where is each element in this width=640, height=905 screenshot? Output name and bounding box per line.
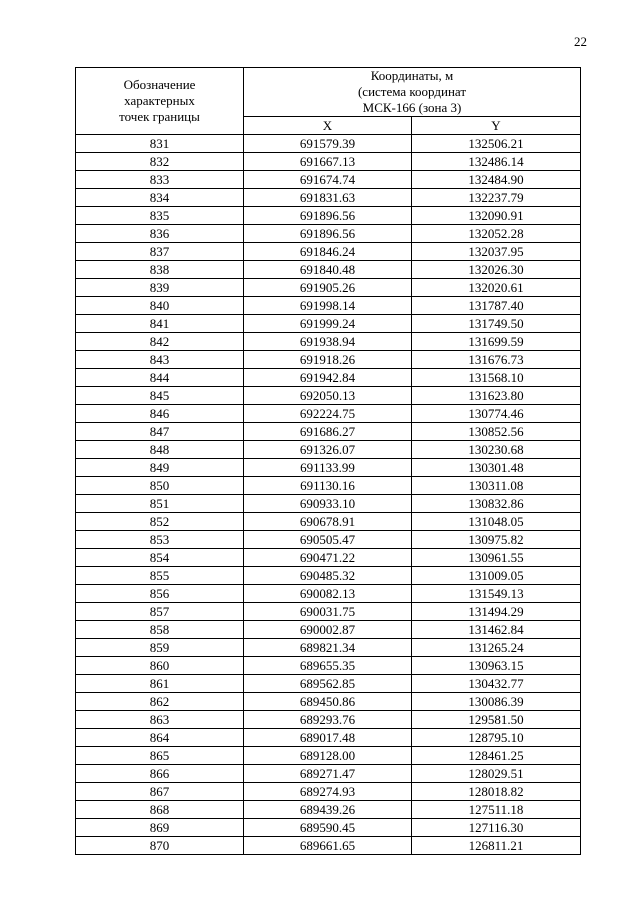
point-cell: 847	[76, 423, 244, 441]
point-cell: 835	[76, 207, 244, 225]
point-cell: 832	[76, 153, 244, 171]
y-coordinate-cell: 131265.24	[412, 639, 581, 657]
x-coordinate-cell: 691130.16	[244, 477, 412, 495]
y-coordinate-cell: 132486.14	[412, 153, 581, 171]
point-header-line-2: характерных	[124, 93, 195, 108]
point-cell: 842	[76, 333, 244, 351]
y-coordinate-cell: 131462.84	[412, 621, 581, 639]
table-row	[76, 405, 581, 423]
x-coordinate-cell: 690933.10	[244, 495, 412, 513]
x-coordinate-cell: 691896.56	[244, 207, 412, 225]
table-row	[76, 747, 581, 765]
point-cell: 836	[76, 225, 244, 243]
table-row	[76, 369, 581, 387]
table-row	[76, 675, 581, 693]
table-row	[76, 243, 581, 261]
point-cell: 862	[76, 693, 244, 711]
x-coordinate-cell: 690031.75	[244, 603, 412, 621]
y-coordinate-cell: 131787.40	[412, 297, 581, 315]
x-coordinate-cell: 689293.76	[244, 711, 412, 729]
boundary-coordinates-table	[75, 67, 581, 855]
y-coordinate-cell: 130311.08	[412, 477, 581, 495]
point-cell: 865	[76, 747, 244, 765]
table-row	[76, 837, 581, 855]
point-cell: 861	[76, 675, 244, 693]
point-designation-header	[76, 68, 244, 135]
point-cell: 860	[76, 657, 244, 675]
table-row	[76, 657, 581, 675]
point-cell: 848	[76, 441, 244, 459]
y-coordinate-cell: 126811.21	[412, 837, 581, 855]
point-cell: 838	[76, 261, 244, 279]
coord-header-line-1: Координаты, м	[370, 68, 454, 83]
table-row	[76, 801, 581, 819]
table-row	[76, 549, 581, 567]
x-coordinate-cell: 689661.65	[244, 837, 412, 855]
point-cell: 833	[76, 171, 244, 189]
x-coordinate-cell: 691133.99	[244, 459, 412, 477]
y-coordinate-cell: 130432.77	[412, 675, 581, 693]
page-number: 22	[574, 34, 587, 49]
x-coordinate-cell: 691896.56	[244, 225, 412, 243]
coordinates-header	[244, 68, 581, 117]
y-coordinate-cell: 132484.90	[412, 171, 581, 189]
table-row	[76, 153, 581, 171]
table-row	[76, 261, 581, 279]
point-cell: 855	[76, 567, 244, 585]
point-cell: 867	[76, 783, 244, 801]
table-row	[76, 207, 581, 225]
point-cell: 839	[76, 279, 244, 297]
x-coordinate-cell: 690678.91	[244, 513, 412, 531]
table-row	[76, 621, 581, 639]
table-row	[76, 531, 581, 549]
table-row	[76, 765, 581, 783]
y-coordinate-cell: 131009.05	[412, 567, 581, 585]
table-row	[76, 477, 581, 495]
x-coordinate-cell: 691674.74	[244, 171, 412, 189]
y-coordinate-cell: 127511.18	[412, 801, 581, 819]
table-header	[76, 68, 581, 135]
x-coordinate-cell: 690002.87	[244, 621, 412, 639]
point-header-line-1: Обозначение	[123, 77, 196, 92]
y-coordinate-cell: 130086.39	[412, 693, 581, 711]
y-coordinate-cell: 130961.55	[412, 549, 581, 567]
y-coordinate-cell: 131623.80	[412, 387, 581, 405]
point-cell: 834	[76, 189, 244, 207]
table-row	[76, 711, 581, 729]
x-coordinate-cell: 689450.86	[244, 693, 412, 711]
point-cell: 849	[76, 459, 244, 477]
table-row	[76, 387, 581, 405]
point-cell: 845	[76, 387, 244, 405]
y-coordinate-cell: 131568.10	[412, 369, 581, 387]
x-coordinate-cell: 690485.32	[244, 567, 412, 585]
table-row	[76, 225, 581, 243]
y-coordinate-cell: 128029.51	[412, 765, 581, 783]
y-coordinate-cell: 128018.82	[412, 783, 581, 801]
x-coordinate-cell: 691846.24	[244, 243, 412, 261]
table-row	[76, 729, 581, 747]
point-cell: 840	[76, 297, 244, 315]
point-header-line-3: точек границы	[119, 109, 200, 124]
x-coordinate-cell: 690505.47	[244, 531, 412, 549]
y-coordinate-cell: 132506.21	[412, 135, 581, 153]
y-coordinate-cell: 132090.91	[412, 207, 581, 225]
point-cell: 846	[76, 405, 244, 423]
point-cell: 853	[76, 531, 244, 549]
x-coordinate-cell: 689821.34	[244, 639, 412, 657]
point-cell: 837	[76, 243, 244, 261]
point-cell: 854	[76, 549, 244, 567]
table-row	[76, 333, 581, 351]
point-cell: 841	[76, 315, 244, 333]
y-coordinate-cell: 130774.46	[412, 405, 581, 423]
table-row	[76, 639, 581, 657]
point-cell: 831	[76, 135, 244, 153]
x-coordinate-cell: 691918.26	[244, 351, 412, 369]
y-coordinate-cell: 130230.68	[412, 441, 581, 459]
x-coordinate-cell: 691667.13	[244, 153, 412, 171]
y-coordinate-cell: 130301.48	[412, 459, 581, 477]
point-cell: 858	[76, 621, 244, 639]
y-coordinate-cell: 128461.25	[412, 747, 581, 765]
y-coordinate-cell: 131549.13	[412, 585, 581, 603]
x-coordinate-cell: 692050.13	[244, 387, 412, 405]
y-coordinate-cell: 130852.56	[412, 423, 581, 441]
point-cell: 843	[76, 351, 244, 369]
point-cell: 850	[76, 477, 244, 495]
x-coordinate-cell: 691831.63	[244, 189, 412, 207]
point-cell: 863	[76, 711, 244, 729]
table-row	[76, 459, 581, 477]
y-coordinate-cell: 128795.10	[412, 729, 581, 747]
table-row	[76, 783, 581, 801]
table-row	[76, 441, 581, 459]
y-coordinate-cell: 127116.30	[412, 819, 581, 837]
point-cell: 856	[76, 585, 244, 603]
y-coordinate-cell: 131048.05	[412, 513, 581, 531]
table-row	[76, 351, 581, 369]
y-coordinate-cell: 132052.28	[412, 225, 581, 243]
point-cell: 864	[76, 729, 244, 747]
x-coordinate-cell: 689590.45	[244, 819, 412, 837]
x-coordinate-cell: 691905.26	[244, 279, 412, 297]
table-row	[76, 603, 581, 621]
table-row	[76, 135, 581, 153]
x-coordinate-cell: 689017.48	[244, 729, 412, 747]
table-row	[76, 693, 581, 711]
x-coordinate-cell: 689271.47	[244, 765, 412, 783]
y-coordinate-cell: 129581.50	[412, 711, 581, 729]
table-row	[76, 189, 581, 207]
point-cell: 868	[76, 801, 244, 819]
y-coordinate-cell: 132026.30	[412, 261, 581, 279]
table-row	[76, 279, 581, 297]
x-coordinate-cell: 692224.75	[244, 405, 412, 423]
y-coordinate-cell: 130975.82	[412, 531, 581, 549]
x-coordinate-cell: 691686.27	[244, 423, 412, 441]
coord-header-line-2: (система координат	[357, 84, 467, 99]
x-coordinate-cell: 689439.26	[244, 801, 412, 819]
y-coordinate-cell: 132037.95	[412, 243, 581, 261]
point-cell: 844	[76, 369, 244, 387]
table-row	[76, 297, 581, 315]
x-coordinate-cell: 691840.48	[244, 261, 412, 279]
table-row	[76, 171, 581, 189]
table-row	[76, 585, 581, 603]
point-cell: 852	[76, 513, 244, 531]
table-row	[76, 819, 581, 837]
table-body	[76, 135, 581, 855]
y-coordinate-cell: 131699.59	[412, 333, 581, 351]
table-row	[76, 423, 581, 441]
x-coordinate-cell: 691326.07	[244, 441, 412, 459]
y-coordinate-cell: 131494.29	[412, 603, 581, 621]
y-column-header: Y	[412, 117, 581, 135]
point-cell: 857	[76, 603, 244, 621]
table-row	[76, 495, 581, 513]
table-row	[76, 315, 581, 333]
table-row	[76, 513, 581, 531]
x-coordinate-cell: 691938.94	[244, 333, 412, 351]
y-coordinate-cell: 130832.86	[412, 495, 581, 513]
x-coordinate-cell: 691579.39	[244, 135, 412, 153]
y-coordinate-cell: 131749.50	[412, 315, 581, 333]
point-cell: 851	[76, 495, 244, 513]
x-coordinate-cell: 689562.85	[244, 675, 412, 693]
x-coordinate-cell: 691998.14	[244, 297, 412, 315]
x-coordinate-cell: 691942.84	[244, 369, 412, 387]
x-coordinate-cell: 689274.93	[244, 783, 412, 801]
x-coordinate-cell: 690082.13	[244, 585, 412, 603]
coord-header-line-3: МСК-166 (зона 3)	[362, 100, 462, 115]
y-coordinate-cell: 132237.79	[412, 189, 581, 207]
y-coordinate-cell: 131676.73	[412, 351, 581, 369]
x-coordinate-cell: 689655.35	[244, 657, 412, 675]
x-coordinate-cell: 689128.00	[244, 747, 412, 765]
table-row	[76, 567, 581, 585]
x-coordinate-cell: 691999.24	[244, 315, 412, 333]
point-cell: 866	[76, 765, 244, 783]
point-cell: 870	[76, 837, 244, 855]
point-cell: 859	[76, 639, 244, 657]
x-coordinate-cell: 690471.22	[244, 549, 412, 567]
point-cell: 869	[76, 819, 244, 837]
y-coordinate-cell: 132020.61	[412, 279, 581, 297]
y-coordinate-cell: 130963.15	[412, 657, 581, 675]
x-column-header: X	[244, 117, 412, 135]
